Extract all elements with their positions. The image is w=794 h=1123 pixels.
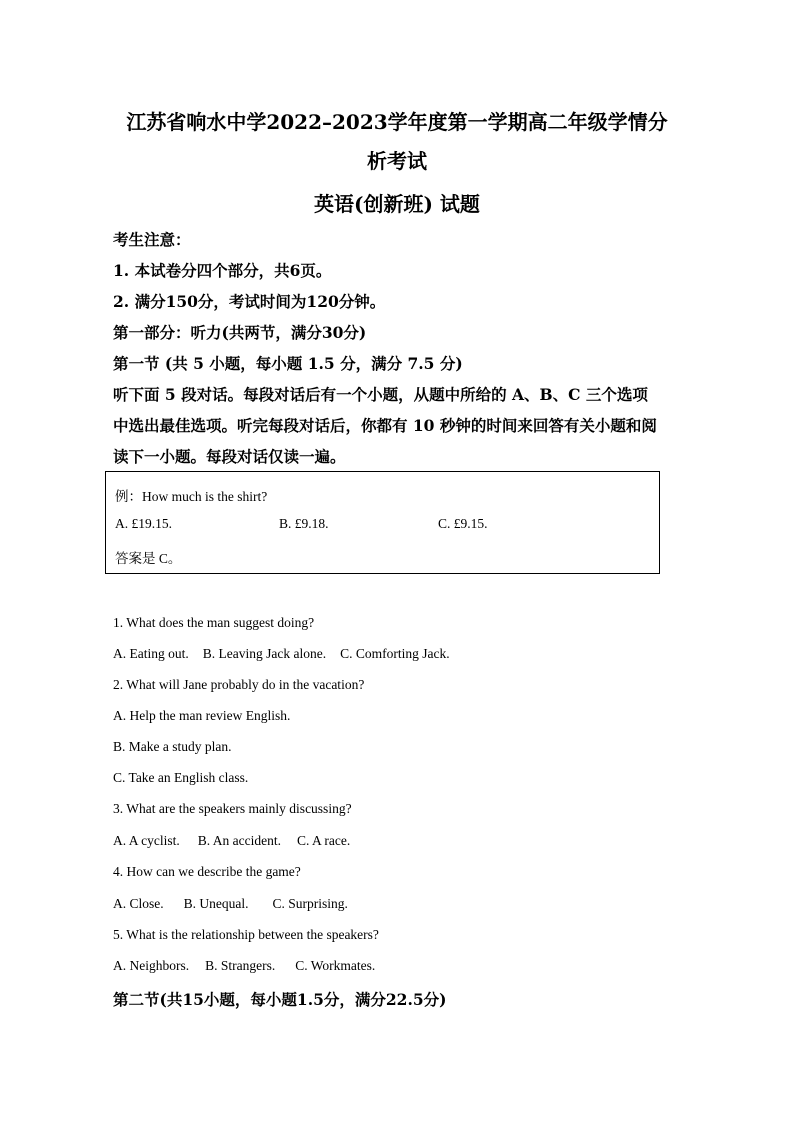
option-c: C. Workmates.	[295, 958, 376, 973]
question-options	[113, 896, 348, 912]
option-c: C. A race.	[296, 833, 351, 848]
option-a: A. Help the man review English.	[113, 708, 291, 723]
option-a: A. Close.	[113, 896, 164, 911]
option-a: A. A cyclist.	[113, 833, 180, 848]
question-options	[113, 958, 375, 974]
option-b: B. Unequal.	[183, 896, 249, 911]
option-c: C. Surprising.	[272, 896, 348, 911]
example-option-c: C. £9.15.	[438, 516, 488, 531]
question-stem: 3. What are the speakers mainly discussing?	[113, 801, 352, 816]
question-stem: 5. What is the relationship between the speakers?	[113, 927, 379, 942]
option-c: C. Take an English class.	[113, 770, 249, 785]
page-title-line1: 江苏省响水中学2022–2023学年度第一学期高二年级学情分	[126, 110, 668, 134]
part1-title: 第一部分：听力(共两节，满分30分)	[113, 323, 367, 342]
option-b: B. Strangers.	[205, 958, 276, 973]
option-a: A. Neighbors.	[113, 958, 190, 973]
example-option-a: A. £19.15.	[115, 516, 172, 531]
section2-title: 第二节(共15小题，每小题1.5分，满分22.5分)	[113, 990, 447, 1009]
option-b: B. Leaving Jack alone.	[202, 646, 327, 661]
question-options	[113, 833, 350, 849]
option-a: A. Eating out.	[113, 646, 189, 661]
page-subtitle: 英语(创新班) 试题	[314, 192, 480, 216]
example-box	[105, 471, 660, 574]
option-c: C. Comforting Jack.	[340, 646, 450, 661]
page-title-line2: 析考试	[367, 149, 427, 173]
instruction-line: 读下一小题。每段对话仅读一遍。	[113, 447, 346, 466]
notice-item: 1. 本试卷分四个部分，共6页。	[113, 261, 332, 280]
option-b: B. An accident.	[197, 833, 281, 848]
section1-title: 第一节 (共 5 小题，每小题 1.5 分，满分 7.5 分)	[113, 354, 463, 373]
example-option-b: B. £9.18.	[279, 516, 329, 531]
option-b: B. Make a study plan.	[113, 739, 232, 754]
question-stem: 2. What will Jane probably do in the vacation?	[113, 677, 365, 692]
instruction-line: 中选出最佳选项。听完每段对话后，你都有 10 秒钟的时间来回答有关小题和阅	[113, 416, 657, 435]
instruction-line: 听下面 5 段对话。每段对话后有一个小题，从题中所给的 A、B、C 三个选项	[113, 385, 648, 404]
notice-item: 2. 满分150分，考试时间为120分钟。	[113, 292, 386, 311]
question-stem: 1. What does the man suggest doing?	[113, 615, 315, 630]
question-stem: 4. How can we describe the game?	[113, 864, 301, 879]
notice-heading: 考生注意：	[113, 230, 191, 249]
question-options	[113, 646, 450, 662]
example-question: 例：How much is the shirt?	[115, 489, 268, 504]
example-answer: 答案是 C。	[115, 551, 182, 566]
